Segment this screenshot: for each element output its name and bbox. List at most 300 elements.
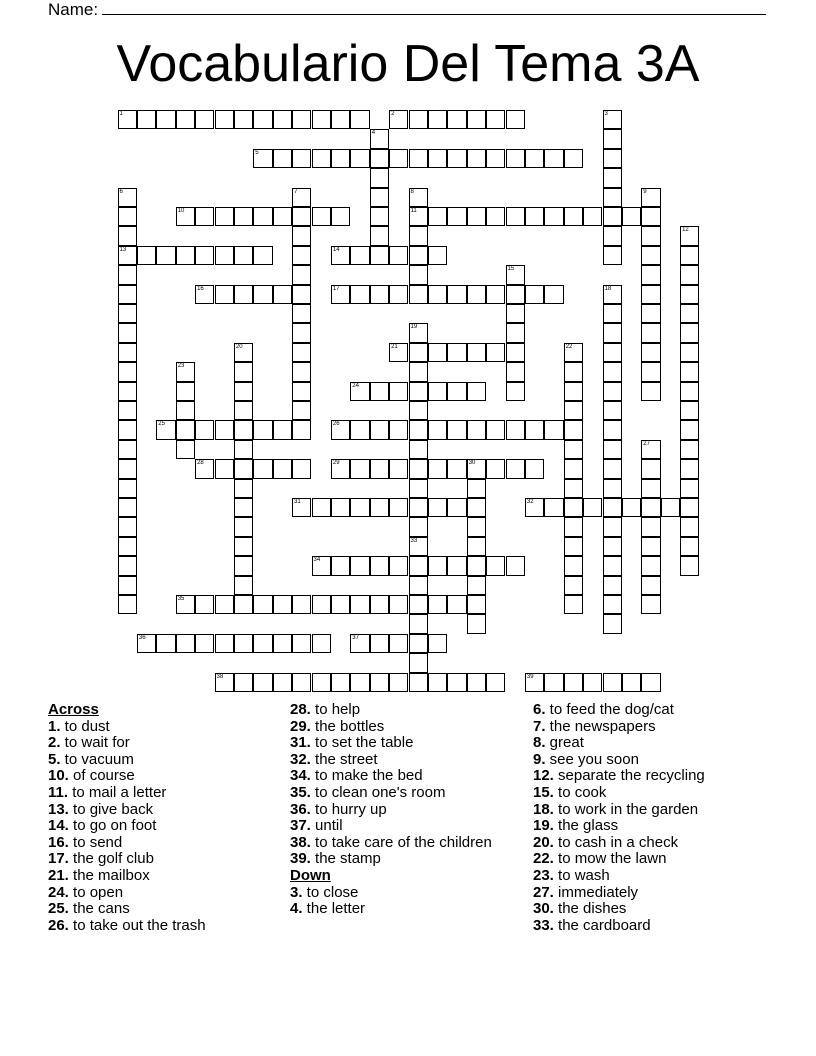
grid-cell[interactable] [641,207,660,226]
grid-cell[interactable] [506,556,525,575]
grid-cell[interactable] [215,673,234,692]
grid-cell[interactable] [312,207,331,226]
grid-cell[interactable] [428,382,447,401]
grid-cell[interactable] [234,207,253,226]
grid-cell[interactable] [603,440,622,459]
grid-cell[interactable] [370,556,389,575]
grid-cell[interactable] [118,440,137,459]
grid-cell[interactable] [195,207,214,226]
grid-cell[interactable] [195,459,214,478]
grid-cell[interactable] [137,110,156,129]
grid-cell[interactable] [215,110,234,129]
grid-cell[interactable] [215,459,234,478]
grid-cell[interactable] [389,595,408,614]
grid-cell[interactable] [118,517,137,536]
grid-cell[interactable] [195,420,214,439]
grid-cell[interactable] [428,459,447,478]
grid-cell[interactable] [428,285,447,304]
grid-cell[interactable] [447,459,466,478]
grid-cell[interactable] [641,265,660,284]
grid-cell[interactable] [409,265,428,284]
grid-cell[interactable] [603,323,622,342]
grid-cell[interactable] [350,149,369,168]
grid-cell[interactable] [506,362,525,381]
grid-cell[interactable] [409,401,428,420]
grid-cell[interactable] [428,343,447,362]
grid-cell[interactable] [370,285,389,304]
grid-cell[interactable] [331,207,350,226]
grid-cell[interactable] [234,459,253,478]
grid-cell[interactable] [641,226,660,245]
grid-cell[interactable] [428,149,447,168]
grid-cell[interactable] [409,382,428,401]
grid-cell[interactable] [447,149,466,168]
grid-cell[interactable] [234,673,253,692]
grid-cell[interactable] [603,382,622,401]
grid-cell[interactable] [253,246,272,265]
grid-cell[interactable] [331,673,350,692]
grid-cell[interactable] [603,246,622,265]
grid-cell[interactable] [467,614,486,633]
grid-cell[interactable] [564,382,583,401]
grid-cell[interactable] [447,207,466,226]
grid-cell[interactable] [641,673,660,692]
grid-cell[interactable] [564,149,583,168]
grid-cell[interactable] [370,382,389,401]
grid-cell[interactable] [467,343,486,362]
grid-cell[interactable] [253,420,272,439]
grid-cell[interactable] [409,459,428,478]
grid-cell[interactable] [641,246,660,265]
grid-cell[interactable] [564,207,583,226]
grid-cell[interactable] [525,420,544,439]
grid-cell[interactable] [409,207,428,226]
grid-cell[interactable] [447,285,466,304]
grid-cell[interactable] [370,459,389,478]
grid-cell[interactable] [176,246,195,265]
grid-cell[interactable] [118,226,137,245]
grid-cell[interactable] [118,479,137,498]
grid-cell[interactable] [292,362,311,381]
grid-cell[interactable] [370,129,389,148]
grid-cell[interactable] [409,246,428,265]
grid-cell[interactable] [253,634,272,653]
grid-cell[interactable] [350,110,369,129]
grid-cell[interactable] [641,285,660,304]
grid-cell[interactable] [603,362,622,381]
grid-cell[interactable] [680,246,699,265]
grid-cell[interactable] [564,440,583,459]
grid-cell[interactable] [234,576,253,595]
grid-cell[interactable] [564,498,583,517]
grid-cell[interactable] [292,595,311,614]
grid-cell[interactable] [118,323,137,342]
grid-cell[interactable] [292,265,311,284]
grid-cell[interactable] [467,207,486,226]
grid-cell[interactable] [467,382,486,401]
grid-cell[interactable] [176,634,195,653]
grid-cell[interactable] [350,595,369,614]
grid-cell[interactable] [312,498,331,517]
grid-cell[interactable] [118,459,137,478]
grid-cell[interactable] [292,323,311,342]
grid-cell[interactable] [331,285,350,304]
grid-cell[interactable] [292,149,311,168]
grid-cell[interactable] [389,246,408,265]
grid-cell[interactable] [176,420,195,439]
grid-cell[interactable] [118,556,137,575]
grid-cell[interactable] [564,556,583,575]
grid-cell[interactable] [603,110,622,129]
grid-cell[interactable] [564,362,583,381]
grid-cell[interactable] [603,498,622,517]
grid-cell[interactable] [467,285,486,304]
grid-cell[interactable] [525,673,544,692]
grid-cell[interactable] [273,207,292,226]
grid-cell[interactable] [467,479,486,498]
grid-cell[interactable] [292,401,311,420]
grid-cell[interactable] [234,362,253,381]
grid-cell[interactable] [118,265,137,284]
grid-cell[interactable] [292,304,311,323]
grid-cell[interactable] [525,498,544,517]
grid-cell[interactable] [544,149,563,168]
grid-cell[interactable] [428,673,447,692]
grid-cell[interactable] [176,207,195,226]
grid-cell[interactable] [428,110,447,129]
grid-cell[interactable] [118,304,137,323]
grid-cell[interactable] [680,265,699,284]
grid-cell[interactable] [506,343,525,362]
grid-cell[interactable] [312,634,331,653]
grid-cell[interactable] [603,149,622,168]
grid-cell[interactable] [253,149,272,168]
grid-cell[interactable] [273,149,292,168]
grid-cell[interactable] [370,634,389,653]
grid-cell[interactable] [564,673,583,692]
grid-cell[interactable] [409,517,428,536]
grid-cell[interactable] [564,479,583,498]
grid-cell[interactable] [195,595,214,614]
grid-cell[interactable] [486,420,505,439]
grid-cell[interactable] [292,459,311,478]
grid-cell[interactable] [409,440,428,459]
grid-cell[interactable] [312,556,331,575]
grid-cell[interactable] [273,420,292,439]
grid-cell[interactable] [292,634,311,653]
grid-cell[interactable] [292,382,311,401]
grid-cell[interactable] [564,420,583,439]
grid-cell[interactable] [118,498,137,517]
grid-cell[interactable] [273,285,292,304]
grid-cell[interactable] [118,401,137,420]
grid-cell[interactable] [234,479,253,498]
grid-cell[interactable] [176,382,195,401]
grid-cell[interactable] [641,382,660,401]
grid-cell[interactable] [467,110,486,129]
grid-cell[interactable] [176,401,195,420]
grid-cell[interactable] [292,673,311,692]
grid-cell[interactable] [176,440,195,459]
grid-cell[interactable] [312,149,331,168]
grid-cell[interactable] [603,168,622,187]
grid-cell[interactable] [370,168,389,187]
grid-cell[interactable] [409,362,428,381]
grid-cell[interactable] [467,673,486,692]
grid-cell[interactable] [350,556,369,575]
grid-cell[interactable] [312,595,331,614]
grid-cell[interactable] [234,285,253,304]
grid-cell[interactable] [641,556,660,575]
grid-cell[interactable] [641,188,660,207]
grid-cell[interactable] [680,420,699,439]
grid-cell[interactable] [506,323,525,342]
grid-cell[interactable] [370,420,389,439]
grid-cell[interactable] [234,343,253,362]
grid-cell[interactable] [118,110,137,129]
grid-cell[interactable] [292,285,311,304]
grid-cell[interactable] [253,110,272,129]
grid-cell[interactable] [564,343,583,362]
grid-cell[interactable] [389,110,408,129]
grid-cell[interactable] [292,246,311,265]
grid-cell[interactable] [409,537,428,556]
grid-cell[interactable] [583,673,602,692]
grid-cell[interactable] [603,420,622,439]
grid-cell[interactable] [564,576,583,595]
grid-cell[interactable] [506,207,525,226]
grid-cell[interactable] [467,517,486,536]
grid-cell[interactable] [447,382,466,401]
grid-cell[interactable] [467,498,486,517]
grid-cell[interactable] [370,149,389,168]
grid-cell[interactable] [641,440,660,459]
grid-cell[interactable] [292,420,311,439]
grid-cell[interactable] [641,517,660,536]
grid-cell[interactable] [603,595,622,614]
grid-cell[interactable] [118,420,137,439]
grid-cell[interactable] [292,110,311,129]
grid-cell[interactable] [603,188,622,207]
grid-cell[interactable] [641,576,660,595]
grid-cell[interactable] [641,479,660,498]
grid-cell[interactable] [118,576,137,595]
grid-cell[interactable] [680,323,699,342]
grid-cell[interactable] [428,634,447,653]
grid-cell[interactable] [370,207,389,226]
grid-cell[interactable] [331,498,350,517]
grid-cell[interactable] [389,556,408,575]
grid-cell[interactable] [583,207,602,226]
grid-cell[interactable] [564,459,583,478]
grid-cell[interactable] [273,459,292,478]
grid-cell[interactable] [331,595,350,614]
grid-cell[interactable] [680,498,699,517]
grid-cell[interactable] [506,304,525,323]
grid-cell[interactable] [680,362,699,381]
grid-cell[interactable] [486,556,505,575]
grid-cell[interactable] [137,246,156,265]
grid-cell[interactable] [118,343,137,362]
grid-cell[interactable] [447,595,466,614]
grid-cell[interactable] [467,576,486,595]
grid-cell[interactable] [680,517,699,536]
grid-cell[interactable] [331,420,350,439]
grid-cell[interactable] [603,517,622,536]
grid-cell[interactable] [680,285,699,304]
grid-cell[interactable] [603,479,622,498]
grid-cell[interactable] [603,343,622,362]
grid-cell[interactable] [195,246,214,265]
grid-cell[interactable] [428,498,447,517]
grid-cell[interactable] [350,285,369,304]
grid-cell[interactable] [447,673,466,692]
grid-cell[interactable] [467,595,486,614]
grid-cell[interactable] [137,634,156,653]
grid-cell[interactable] [409,149,428,168]
grid-cell[interactable] [312,110,331,129]
grid-cell[interactable] [486,149,505,168]
grid-cell[interactable] [506,420,525,439]
grid-cell[interactable] [409,188,428,207]
grid-cell[interactable] [234,634,253,653]
grid-cell[interactable] [350,420,369,439]
grid-cell[interactable] [680,343,699,362]
grid-cell[interactable] [292,343,311,362]
grid-cell[interactable] [641,537,660,556]
grid-cell[interactable] [409,614,428,633]
grid-cell[interactable] [331,459,350,478]
grid-cell[interactable] [370,188,389,207]
grid-cell[interactable] [350,246,369,265]
grid-cell[interactable] [486,459,505,478]
grid-cell[interactable] [525,149,544,168]
grid-cell[interactable] [253,673,272,692]
grid-cell[interactable] [622,673,641,692]
grid-cell[interactable] [525,285,544,304]
grid-cell[interactable] [215,595,234,614]
grid-cell[interactable] [156,246,175,265]
grid-cell[interactable] [428,556,447,575]
grid-cell[interactable] [506,459,525,478]
grid-cell[interactable] [544,285,563,304]
grid-cell[interactable] [253,595,272,614]
grid-cell[interactable] [447,556,466,575]
grid-cell[interactable] [564,537,583,556]
grid-cell[interactable] [350,382,369,401]
grid-cell[interactable] [118,595,137,614]
grid-cell[interactable] [506,382,525,401]
grid-cell[interactable] [350,459,369,478]
grid-cell[interactable] [641,498,660,517]
grid-cell[interactable] [680,537,699,556]
grid-cell[interactable] [292,207,311,226]
grid-cell[interactable] [215,634,234,653]
grid-cell[interactable] [603,285,622,304]
grid-cell[interactable] [389,382,408,401]
grid-cell[interactable] [428,207,447,226]
grid-cell[interactable] [234,382,253,401]
grid-cell[interactable] [467,556,486,575]
grid-cell[interactable] [370,673,389,692]
grid-cell[interactable] [486,110,505,129]
grid-cell[interactable] [506,149,525,168]
grid-cell[interactable] [467,420,486,439]
grid-cell[interactable] [118,207,137,226]
grid-cell[interactable] [273,634,292,653]
grid-cell[interactable] [409,595,428,614]
grid-cell[interactable] [176,362,195,381]
grid-cell[interactable] [370,246,389,265]
grid-cell[interactable] [409,634,428,653]
grid-cell[interactable] [118,537,137,556]
grid-cell[interactable] [409,479,428,498]
grid-cell[interactable] [234,517,253,536]
grid-cell[interactable] [350,634,369,653]
grid-cell[interactable] [622,207,641,226]
grid-cell[interactable] [389,673,408,692]
grid-cell[interactable] [680,382,699,401]
grid-cell[interactable] [603,614,622,633]
grid-cell[interactable] [486,343,505,362]
grid-cell[interactable] [195,110,214,129]
grid-cell[interactable] [641,595,660,614]
grid-cell[interactable] [409,673,428,692]
grid-cell[interactable] [409,110,428,129]
grid-cell[interactable] [447,420,466,439]
grid-cell[interactable] [680,556,699,575]
grid-cell[interactable] [215,207,234,226]
grid-cell[interactable] [312,673,331,692]
grid-cell[interactable] [389,285,408,304]
grid-cell[interactable] [195,285,214,304]
grid-cell[interactable] [641,343,660,362]
grid-cell[interactable] [253,459,272,478]
grid-cell[interactable] [467,459,486,478]
grid-cell[interactable] [680,440,699,459]
grid-cell[interactable] [215,420,234,439]
grid-cell[interactable] [506,265,525,284]
grid-cell[interactable] [118,246,137,265]
grid-cell[interactable] [292,188,311,207]
grid-cell[interactable] [215,246,234,265]
grid-cell[interactable] [389,343,408,362]
grid-cell[interactable] [661,498,680,517]
grid-cell[interactable] [156,634,175,653]
grid-cell[interactable] [389,149,408,168]
grid-cell[interactable] [234,595,253,614]
grid-cell[interactable] [389,498,408,517]
grid-cell[interactable] [486,285,505,304]
grid-cell[interactable] [680,459,699,478]
grid-cell[interactable] [331,149,350,168]
grid-cell[interactable] [118,382,137,401]
grid-cell[interactable] [234,556,253,575]
grid-cell[interactable] [506,110,525,129]
grid-cell[interactable] [428,420,447,439]
grid-cell[interactable] [486,207,505,226]
grid-cell[interactable] [234,401,253,420]
grid-cell[interactable] [603,459,622,478]
grid-cell[interactable] [331,556,350,575]
grid-cell[interactable] [176,595,195,614]
grid-cell[interactable] [603,673,622,692]
grid-cell[interactable] [234,420,253,439]
grid-cell[interactable] [603,207,622,226]
grid-cell[interactable] [680,304,699,323]
grid-cell[interactable] [292,498,311,517]
grid-cell[interactable] [486,673,505,692]
